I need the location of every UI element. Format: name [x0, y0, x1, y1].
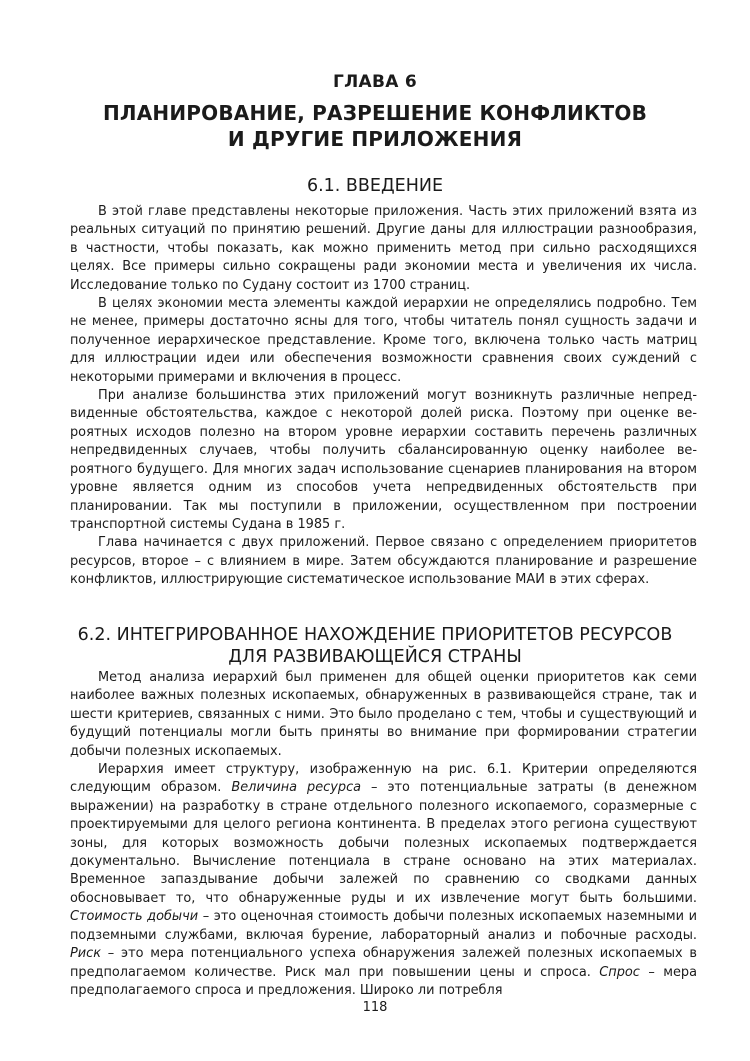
- chapter-title-line-2: И ДРУГИЕ ПРИЛОЖЕНИЯ: [227, 127, 523, 151]
- section-title-intro: 6.1. ВВЕДЕНИЕ: [306, 176, 444, 196]
- section-title-line-2: ДЛЯ РАЗВИВАЮЩЕЙСЯ СТРАНЫ: [228, 647, 522, 667]
- section-title-line-1: 6.2. ИНТЕГРИРОВАННОЕ НАХОЖДЕНИЕ ПРИОРИТЕТОВ РЕСУРСОВ: [77, 625, 673, 645]
- text-run: – мера предполагаемого спроса и предложения. Широко ли потребля: [70, 964, 697, 998]
- text-run: Иерархия имеет структуру, изображенную на рис. 6.1. Критерии определяются следующим образом.: [70, 762, 697, 796]
- term-risk: Риск: [70, 946, 102, 962]
- page-number: 118: [362, 1000, 388, 1015]
- term-resource-size: Величина ресурса: [231, 780, 362, 796]
- term-demand: Спрос: [599, 964, 640, 980]
- chapter-label: ГЛАВА 6: [332, 72, 418, 92]
- text-run: – это мера потенциального успеха обнаружения залежей полезных ископаемых в предполагаемом количестве. Риск мал при повышении цены и спроса.: [70, 946, 697, 980]
- section-intro-body: [70, 203, 697, 590]
- paragraph: Метод анализа иерархий был применен для общей оценки приоритетов как семи наиболее важных полезных ископаемых, обнаруженных в развивающейся стране, так и шести критериев, связанных с ними. Это было проделано с тем, чтобы и существующий и будущий потенциалы могли быть приняты во внимание при формировании стратегии добычи полезных ископаемых.: [70, 670, 697, 759]
- paragraph: Глава начинается с двух приложений. Первое связано с определением приоритетов ресурсов, второе – с влиянием в мире. Затем обсуждаются планирование и разрешение конфликтов, иллюстрирующие систематическое использование МАИ в этих сферах.: [70, 535, 697, 588]
- term-extraction-cost: Стоимость добычи: [70, 909, 199, 925]
- chapter-title-line-1: ПЛАНИРОВАНИЕ, РАЗРЕШЕНИЕ КОНФЛИКТОВ: [102, 101, 648, 125]
- section-title-resources: [60, 624, 690, 668]
- paragraph: В целях экономии места элементы каждой иерархии не определялись подробно. Тем не менее, примеры достаточно ясны для того, чтобы читатель понял сущность задачи и полученное иерархическое представление. Кроме того, включена только часть матриц для иллюстрации идеи или обеспечения возможности сравнения своих суждений с некоторыми примерами и включения в процесс.: [70, 296, 697, 385]
- paragraph: [70, 761, 697, 1000]
- text-run: – это оценочная стоимость добычи полезных ископаемых наземными и подземными службами, включая бурение, лабораторный анализ и побочные расходы.: [70, 909, 697, 943]
- paragraph: При анализе большинства этих приложений могут возникнуть различные непредвиденные обстоятельства, каждое с некоторой долей риска. Поэтому при оценке вероятных исходов полезно на втором уровне иерархии составить перечень различных непредвиденных случаев, чтобы получить сбалансированную оценку наиболее вероятного будущего. Для многих задач использование сценариев планирования на втором уровне является одним из способов учета непредвиденных обстоятельств при планировании. Так мы поступили в приложении, осуществленном при построении транспортной системы Судана в 1985 г.: [70, 388, 697, 532]
- paragraph: В этой главе представлены некоторые приложения. Часть этих приложений взята из реальных ситуаций по принятию решений. Другие даны для иллюстрации разнообразия, в частности, чтобы показать, как можно применить метод при сильно расходящихся целях. Все примеры сильно сокращены ради экономии места и увеличения их числа. Исследование только по Судану состоит из 1700 страниц.: [70, 204, 697, 293]
- section-resources-body: [70, 669, 697, 1000]
- text-run: – это потенциальные затраты (в денежном выражении) на разработку в стране отдельного полезного ископаемого, соразмерные с проектируемыми для целого региона континента. В пределах этого региона существуют зоны, для которых возможность добычи полезных ископаемых подтверждается документально. Вычисление потенциала в стране основано на этих материалах. Временное запаздывание добычи залежей по сравнению со сводками данных обосновывает то, что обнаруженные руды и их извлечение могут быть большими.: [70, 780, 698, 906]
- chapter-title: [60, 100, 690, 152]
